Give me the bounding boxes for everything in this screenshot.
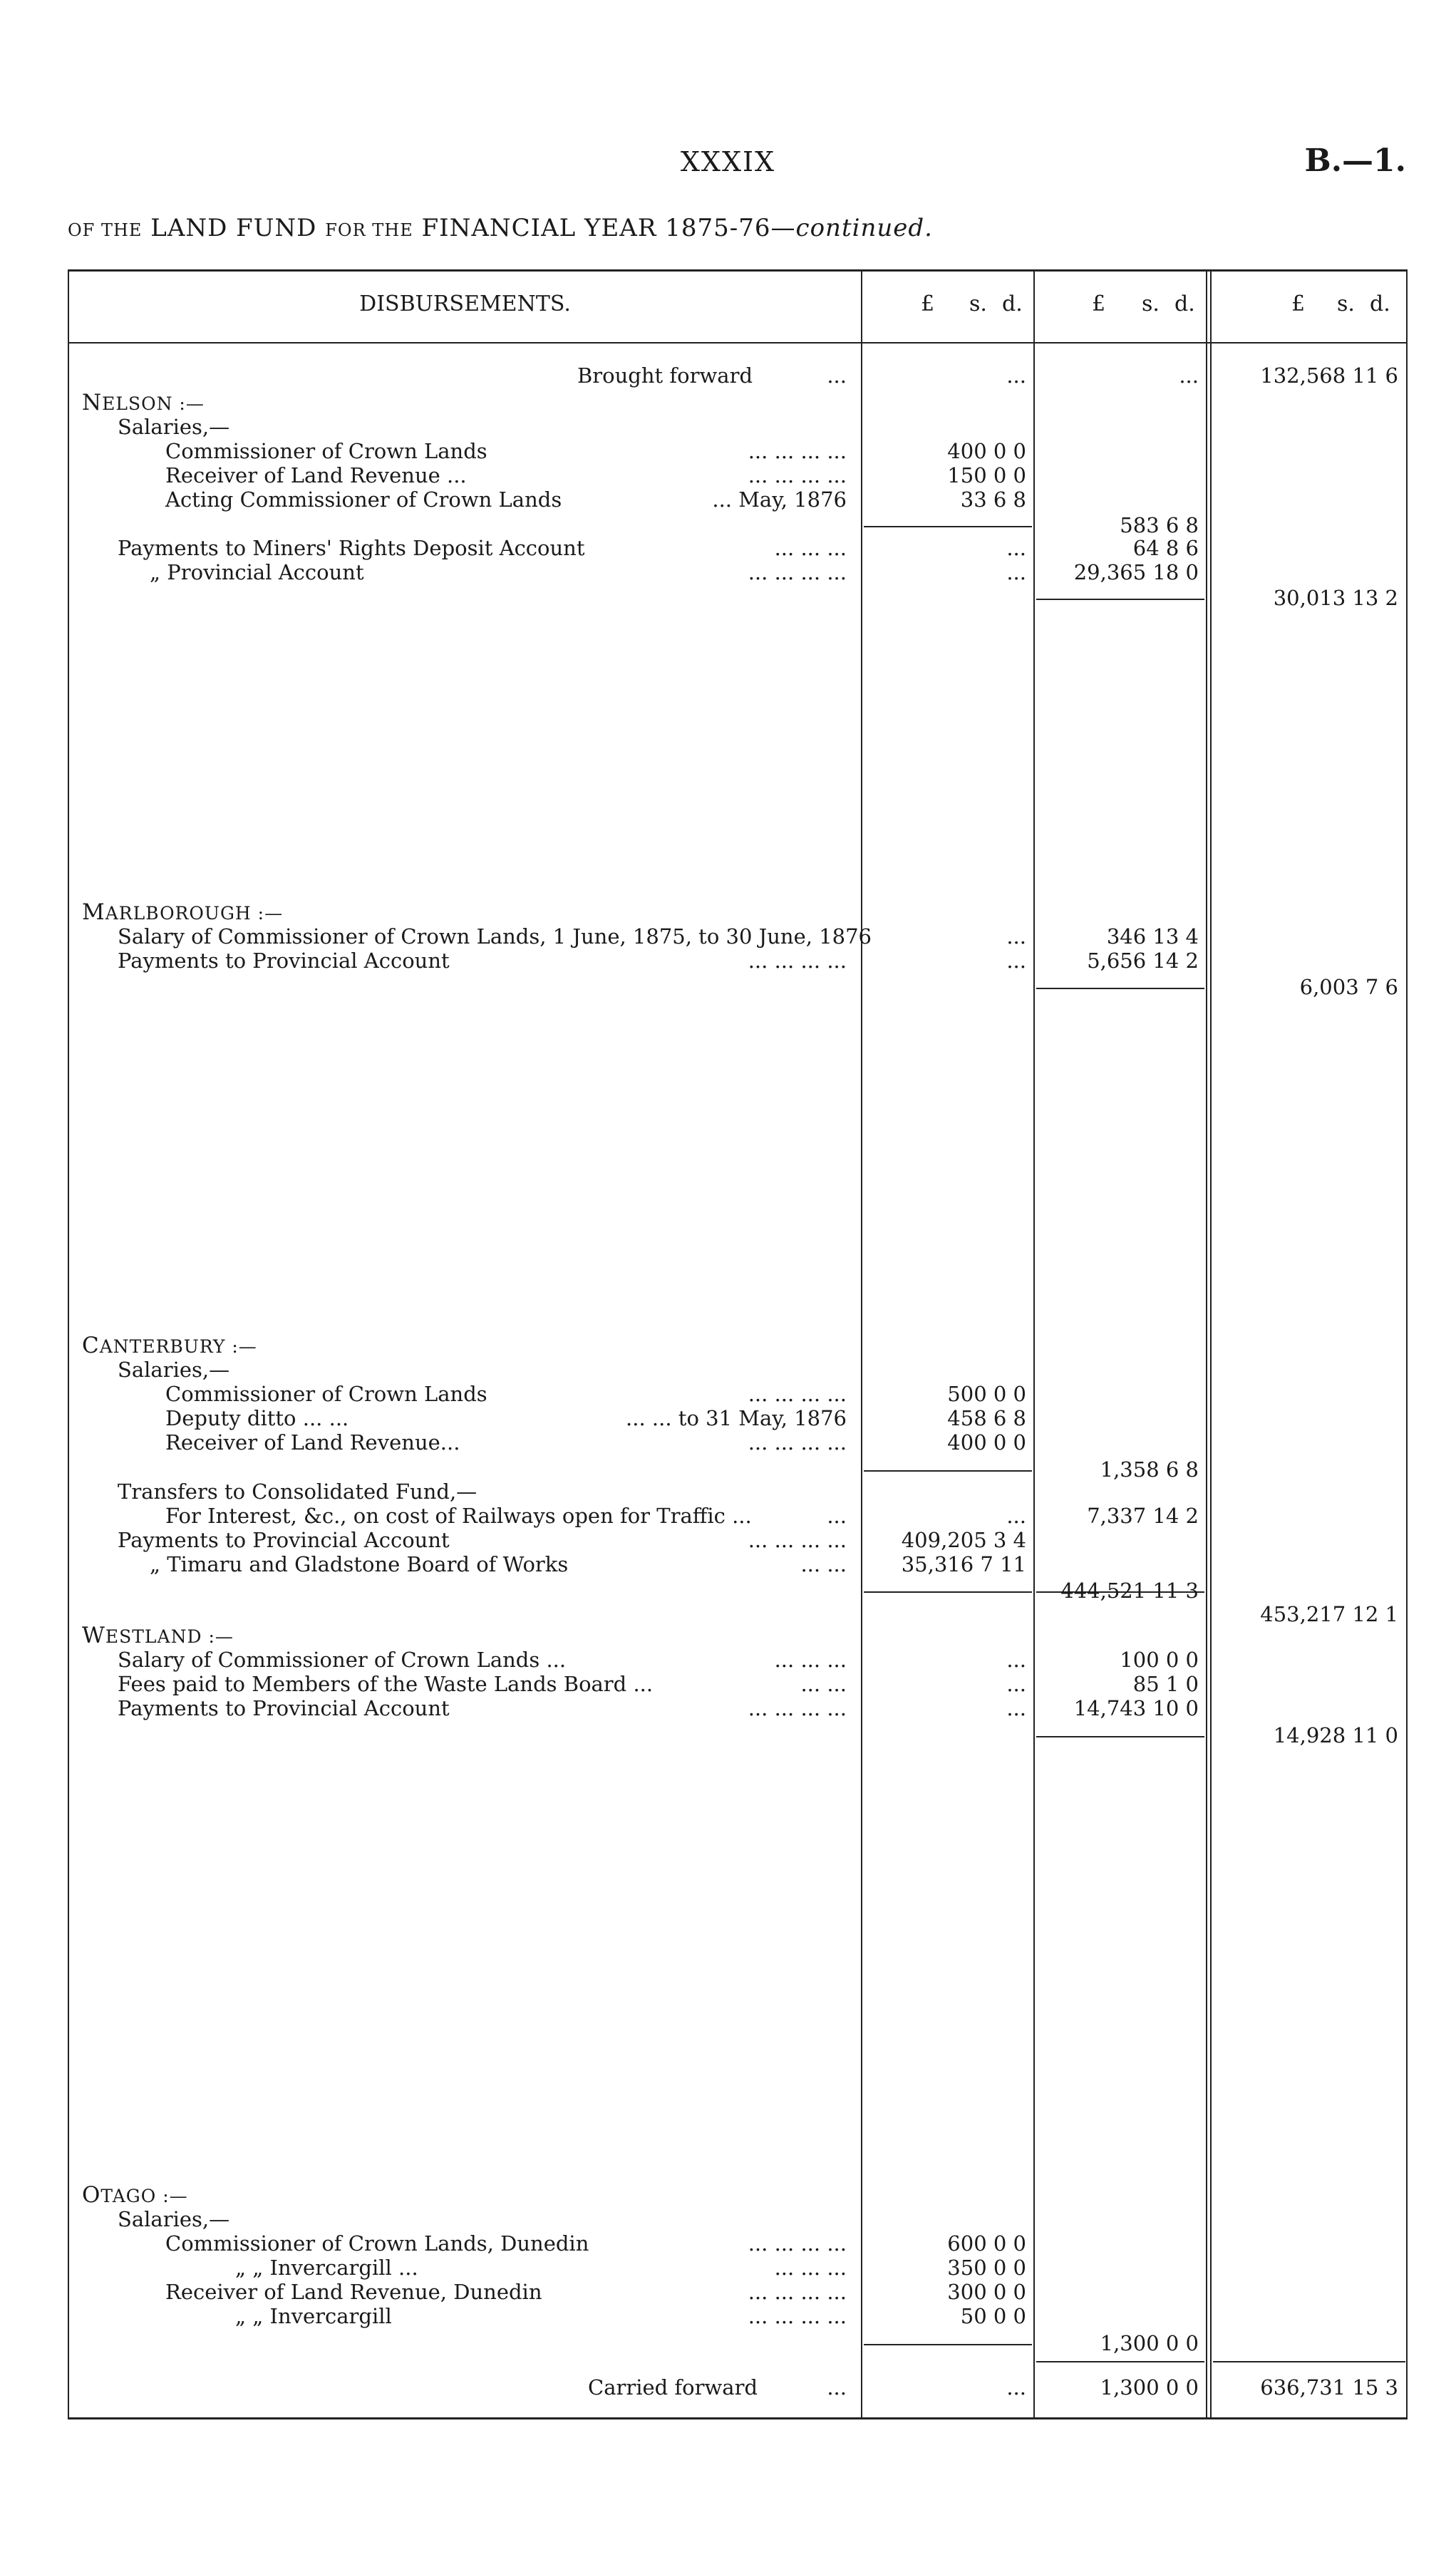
amount-column-2: 7,337 14 2	[1087, 1504, 1199, 1528]
leader-dots: ... ... ... ...	[748, 2231, 847, 2256]
sum-rule	[1036, 988, 1204, 989]
amount-column-1: 458 6 8	[947, 1406, 1026, 1430]
leader-dots: ... ... ... ...	[748, 2304, 847, 2328]
leader-dots: ... ... ...	[774, 536, 847, 560]
row-description: Transfers to Consolidated Fund,—	[118, 1479, 477, 1504]
row-description: Acting Commissioner of Crown Lands	[165, 487, 562, 512]
leader-dots: ... ... ... ...	[748, 949, 847, 973]
amount-column-3: 30,013 13 2	[1273, 586, 1398, 610]
leader-dots: ... ... ... ...	[748, 560, 847, 584]
amount-column-1: 150 0 0	[947, 463, 1026, 487]
leader-dots: ... ... ... ...	[748, 1528, 847, 1552]
title-b: FINANCIAL YEAR 1875-76—	[421, 214, 796, 242]
leader-dots: ... ... ...	[774, 2256, 847, 2280]
row-description: Receiver of Land Revenue ...	[165, 463, 467, 487]
row-description: Commissioner of Crown Lands	[165, 1382, 487, 1406]
amount-column-2: 1,300 0 0	[1100, 2331, 1199, 2355]
row-description: Salaries,—	[118, 1358, 230, 1382]
row-description: Payments to Provincial Account	[118, 1528, 450, 1552]
amount-column-1: ...	[1006, 536, 1026, 560]
section-heading: OTAGO :—	[82, 2182, 188, 2208]
amount-column-1: 400 0 0	[947, 1430, 1026, 1455]
amount-column-3: 132,568 11 6	[1260, 363, 1398, 388]
amount-column-3: 14,928 11 0	[1273, 1723, 1398, 1747]
title-continued: continued.	[795, 214, 933, 242]
header-disbursements: DISBURSEMENTS.	[359, 291, 571, 316]
sum-rule	[1036, 2361, 1204, 2362]
amount-column-1: ...	[1006, 2375, 1026, 2400]
amount-column-1: 409,205 3 4	[901, 1528, 1026, 1552]
amount-column-2: 1,358 6 8	[1100, 1457, 1199, 1482]
amount-column-1: 50 0 0	[960, 2304, 1026, 2328]
column-divider-4	[1210, 269, 1212, 2419]
leader-dots: ... ... ... ...	[748, 1696, 847, 1720]
amount-column-1: ...	[1006, 949, 1026, 973]
amount-column-2: 100 0 0	[1120, 1648, 1199, 1672]
row-description: Deputy ditto ... ...	[165, 1406, 349, 1430]
amount-column-2: 346 13 4	[1106, 924, 1199, 949]
header-shillings-3: s.	[1337, 291, 1355, 316]
title-mid: FOR THE	[325, 220, 413, 240]
header-pence-3: d.	[1370, 291, 1390, 316]
header-shillings-1: s.	[969, 291, 987, 316]
sum-rule	[1036, 1736, 1204, 1737]
leader-dots: ... ... to 31 May, 1876	[626, 1406, 847, 1430]
row-description: Payments to Provincial Account	[118, 949, 450, 973]
row-description: Salaries,—	[118, 2207, 230, 2231]
amount-column-2: 29,365 18 0	[1073, 560, 1199, 584]
amount-column-1: 350 0 0	[947, 2256, 1026, 2280]
header-pence-2: d.	[1174, 291, 1195, 316]
sum-rule	[1036, 599, 1204, 600]
sum-rule	[864, 2344, 1032, 2345]
sum-rule	[864, 1470, 1032, 1472]
amount-column-1: ...	[1006, 1696, 1026, 1720]
amount-column-1: 500 0 0	[947, 1382, 1026, 1406]
amount-column-1: 600 0 0	[947, 2231, 1026, 2256]
section-heading: NELSON :—	[82, 390, 205, 415]
amount-column-1: 300 0 0	[947, 2280, 1026, 2304]
row-description: Salary of Commissioner of Crown Lands, 1 June, 1875, to 30 June, 1876	[118, 924, 872, 949]
amount-column-2: ...	[1179, 363, 1199, 388]
header-pence-1: d.	[1002, 291, 1023, 316]
amount-column-1: ...	[1006, 560, 1026, 584]
row-description: Receiver of Land Revenue, Dunedin	[165, 2280, 542, 2304]
amount-column-2: 64 8 6	[1132, 536, 1199, 560]
row-description: Salaries,—	[118, 415, 230, 439]
leader-dots: ... ...	[800, 1672, 847, 1696]
amount-column-1: ...	[1006, 1648, 1026, 1672]
header-pounds-2: £	[1092, 291, 1106, 316]
column-divider-3	[1206, 269, 1207, 2419]
row-description: Payments to Miners' Rights Deposit Account	[118, 536, 585, 560]
amount-column-1: 35,316 7 11	[901, 1552, 1026, 1576]
header-pounds-3: £	[1291, 291, 1306, 316]
column-divider-2	[1033, 269, 1035, 2419]
row-description: „ Provincial Account	[150, 560, 364, 584]
row-description: Commissioner of Crown Lands	[165, 439, 487, 463]
section-heading: WESTLAND :—	[82, 1623, 234, 1648]
document-reference: B.—1.	[1304, 143, 1406, 179]
row-description: Commissioner of Crown Lands, Dunedin	[165, 2231, 589, 2256]
row-description: Brought forward	[577, 363, 753, 388]
title-pre: OF THE	[68, 220, 143, 240]
row-description: Salary of Commissioner of Crown Lands ...	[118, 1648, 567, 1672]
leader-dots: ... ... ...	[774, 1648, 847, 1672]
section-heading: MARLBOROUGH :—	[82, 899, 284, 925]
amount-column-1: ...	[1006, 363, 1026, 388]
header-pounds-1: £	[921, 291, 935, 316]
amount-column-2: 444,521 11 3	[1060, 1579, 1199, 1603]
sum-rule	[864, 526, 1032, 527]
page-title	[68, 214, 933, 242]
table-left-border	[68, 269, 69, 2419]
amount-column-1: 33 6 8	[960, 487, 1026, 512]
row-description: Fees paid to Members of the Waste Lands Board ...	[118, 1672, 654, 1696]
leader-dots: ... ... ... ...	[748, 463, 847, 487]
leader-dots: ... ... ... ...	[748, 439, 847, 463]
table-right-border	[1406, 269, 1408, 2419]
amount-column-1: 400 0 0	[947, 439, 1026, 463]
leader-dots: ... ...	[800, 1552, 847, 1576]
amount-column-2: 85 1 0	[1132, 1672, 1199, 1696]
amount-column-2: 583 6 8	[1120, 513, 1199, 537]
row-description: „ Timaru and Gladstone Board of Works	[150, 1552, 569, 1576]
leader-dots: ...	[827, 363, 847, 388]
page-number: XXXIX	[680, 146, 776, 177]
leader-dots: ... ... ... ...	[748, 2280, 847, 2304]
amount-column-2: 5,656 14 2	[1087, 949, 1199, 973]
amount-column-1: ...	[1006, 924, 1026, 949]
row-description: „ „ Invercargill ...	[235, 2256, 418, 2280]
row-description: Receiver of Land Revenue...	[165, 1430, 460, 1455]
sum-rule	[864, 1591, 1032, 1593]
leader-dots: ...	[827, 1504, 847, 1528]
amount-column-3: 453,217 12 1	[1260, 1602, 1398, 1626]
section-heading: CANTERBURY :—	[82, 1333, 257, 1358]
amount-column-2: 1,300 0 0	[1100, 2375, 1199, 2400]
amount-column-3: 6,003 7 6	[1299, 975, 1398, 999]
row-description: Carried forward	[588, 2375, 758, 2400]
title-a: LAND FUND	[150, 214, 317, 242]
leader-dots: ... ... ... ...	[748, 1430, 847, 1455]
amount-column-1: ...	[1006, 1672, 1026, 1696]
row-description: Payments to Provincial Account	[118, 1696, 450, 1720]
leader-dots: ... May, 1876	[712, 487, 847, 512]
amount-column-2: 14,743 10 0	[1073, 1696, 1199, 1720]
leader-dots: ... ... ... ...	[748, 1382, 847, 1406]
row-description: „ „ Invercargill	[235, 2304, 392, 2328]
leader-dots: ...	[827, 2375, 847, 2400]
row-description: For Interest, &c., on cost of Railways open for Traffic ...	[165, 1504, 752, 1528]
header-shillings-2: s.	[1142, 291, 1160, 316]
amount-column-1: ...	[1006, 1504, 1026, 1528]
amount-column-3: 636,731 15 3	[1260, 2375, 1398, 2400]
sum-rule	[1213, 2361, 1405, 2362]
column-divider-1	[861, 269, 862, 2419]
